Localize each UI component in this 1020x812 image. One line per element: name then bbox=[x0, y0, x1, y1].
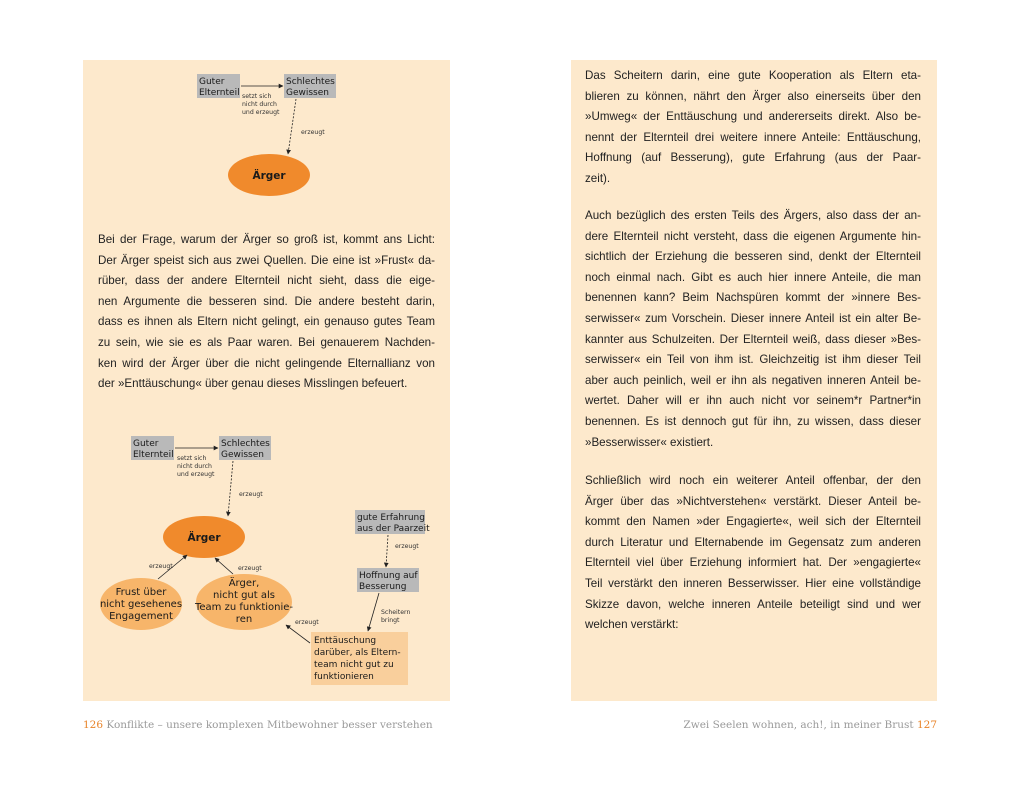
text-line: Schließlich wird noch ein weiterer Anteil offenbar, der den bbox=[585, 474, 921, 487]
box-guter-line2: Elternteil bbox=[199, 88, 240, 98]
left-footer bbox=[83, 719, 433, 731]
text-line: Elternteil viel über Erziehung informiert hat. Der »engagierte« bbox=[585, 556, 921, 570]
text-line: blieren zu können, nährt den Ärger also einerseits über den bbox=[585, 89, 921, 103]
text-line: nen Argumente die besseren sind. Die andere besteht darin, bbox=[98, 294, 435, 308]
text-line: Auch bezüglich des ersten Teils des Ärgers, also dass der an- bbox=[585, 209, 921, 222]
left-page-number: 126 bbox=[83, 719, 104, 731]
text-line: zeit). bbox=[585, 171, 611, 185]
text-line: »Umweg« der Enttäuschung und andererseits direkt. Also be- bbox=[585, 110, 921, 124]
box-schlechtes2-line2: Gewissen bbox=[221, 450, 264, 460]
text-line: ken wird der Ärger über die nicht gelingende Elternallianz von bbox=[98, 356, 435, 370]
box-schlechtes2-line1: Schlechtes bbox=[221, 439, 270, 449]
label-setzt2-line1: setzt sich bbox=[177, 455, 207, 462]
text-line: noch einmal nach. Gibt es auch hier innere Anteile, die man bbox=[585, 270, 921, 284]
gute-erfahrung-line2: aus der Paarzeit bbox=[357, 524, 430, 534]
text-line: wertet. Daher will er ihn auch nicht vor seinem*r Partner*in bbox=[585, 394, 921, 408]
team-line1: Ärger, bbox=[228, 578, 260, 589]
right-footer bbox=[683, 719, 937, 731]
box-guter-line1: Guter bbox=[199, 77, 225, 87]
right-page bbox=[571, 60, 937, 701]
label-setzt-line1: setzt sich bbox=[242, 93, 272, 100]
text-line: Bei der Frage, warum der Ärger so groß ist, kommt ans Licht: bbox=[98, 233, 435, 246]
box-schlechtes-line2: Gewissen bbox=[286, 88, 329, 98]
arrow-enttaeuschung-to-team bbox=[286, 625, 310, 643]
enttaeuschung-line3: team nicht gut zu bbox=[314, 660, 394, 670]
label-setzt-line2: nicht durch bbox=[242, 101, 277, 108]
text-line: Hoffnung (auf Besserung), gute Erfahrung (aus der Paar- bbox=[585, 151, 921, 165]
label-erzeugt-left: erzeugt bbox=[149, 563, 173, 570]
label-erzeugt-mid: erzeugt bbox=[238, 565, 262, 572]
label-setzt2-line2: nicht durch bbox=[177, 463, 212, 470]
text-line: dass es ihnen als Eltern nicht gelingt, ein genauso gutes Team bbox=[98, 315, 435, 329]
label-erzeugt: erzeugt bbox=[301, 129, 325, 136]
box-guter2-line1: Guter bbox=[133, 439, 159, 449]
large-diagram bbox=[83, 60, 450, 701]
aerger-label: Ärger bbox=[252, 170, 286, 182]
gute-erfahrung-line1: gute Erfahrung bbox=[357, 513, 425, 523]
text-line: serwisser« ein Teil von ihm ist. Gleichzeitig ist ihm dieser Teil bbox=[585, 353, 921, 367]
box-guter2-line2: Elternteil bbox=[133, 450, 174, 460]
text-line: Das Scheitern darin, eine gute Kooperation als Eltern eta- bbox=[585, 69, 921, 82]
team-line2: nicht gut als bbox=[213, 590, 275, 601]
frust-line2: nicht gesehenes bbox=[99, 599, 183, 610]
label-setzt-line3: und erzeugt bbox=[242, 109, 280, 116]
text-line: der »Enttäuschung« über genau dieses Misslingen befeuert. bbox=[98, 377, 408, 391]
label-setzt2-line3: und erzeugt bbox=[177, 471, 215, 478]
left-page bbox=[83, 60, 450, 701]
label-erzeugt-right: erzeugt bbox=[395, 543, 419, 550]
frust-line3: Engagement bbox=[109, 611, 173, 622]
text-line: zu sein, wie sie es als Paar waren. Bei genauerem Nachden- bbox=[98, 335, 435, 349]
text-line: aber auch peinlich, weil er ihn als negativen inneren Anteil be- bbox=[585, 373, 921, 387]
label-erzeugt-top: erzeugt bbox=[239, 491, 263, 498]
label-scheitern-line2: bringt bbox=[381, 617, 400, 624]
text-line: kannter aus Schulzeiten. Der Elternteil weiß, dass dieser »Bes- bbox=[585, 332, 921, 346]
label-erzeugt-bottom: erzeugt bbox=[295, 619, 319, 626]
text-line: durch Literatur und Elternabende im Gegensatz zum anderen bbox=[585, 535, 921, 549]
text-line: Der Ärger speist sich aus zwei Quellen. Die eine ist »Frust« da- bbox=[98, 253, 435, 267]
hoffnung-line1: Hoffnung auf bbox=[359, 571, 418, 581]
enttaeuschung-line4: funktionieren bbox=[314, 672, 374, 682]
team-line4: ren bbox=[235, 614, 253, 625]
enttaeuschung-line1: Enttäuschung bbox=[314, 636, 377, 646]
box-schlechtes-line1: Schlechtes bbox=[286, 77, 335, 87]
arrow-erfahrung-to-hoffnung bbox=[386, 535, 388, 567]
text-line: Ärger über das »Nichtverstehen« verstärkt. Dieser Anteil be- bbox=[585, 494, 921, 508]
text-line: benennen. Es ist dennoch gut für ihn, zu wissen, dass dieser bbox=[585, 414, 921, 428]
text-line: Skizze davon, welche inneren Anteile beteiligt sind und wer bbox=[585, 597, 921, 611]
text-line: welchen verstärkt: bbox=[585, 618, 679, 632]
text-line: dere Elternteil nicht versteht, dass die eigenen Argumente hin- bbox=[585, 229, 921, 243]
right-page-number: 127 bbox=[916, 719, 937, 731]
text-line: kommt den Namen »der Engagierte«, weil sich der Elternteil bbox=[585, 515, 921, 529]
label-scheitern-line1: Scheitern bbox=[381, 609, 411, 616]
text-line: nennt der Elternteil drei weitere innere Anteile: Enttäuschung, bbox=[585, 130, 921, 144]
aerger2-label: Ärger bbox=[187, 532, 221, 544]
right-paragraph-3 bbox=[585, 471, 921, 636]
text-line: sichtlich der Erziehung die besseren sind, denkt der Elternteil bbox=[585, 250, 921, 264]
text-line: serwisser« zum Vorschein. Dieser innere Anteil ist ein alter Be- bbox=[585, 311, 921, 325]
hoffnung-line2: Besserung bbox=[359, 582, 407, 592]
frust-line1: Frust über bbox=[115, 587, 167, 598]
arrow-gewissen2-to-aerger2 bbox=[228, 461, 233, 516]
right-running-title: Zwei Seelen wohnen, ach!, in meiner Brust bbox=[683, 719, 914, 731]
text-line: rüber, dass der andere Elternteil nicht sieht, dass die eige- bbox=[98, 274, 435, 288]
team-line3: Team zu funktionie- bbox=[194, 602, 294, 613]
arrow-hoffnung-to-enttaeuschung bbox=[368, 593, 379, 631]
right-paragraph-1 bbox=[585, 66, 921, 190]
text-line: »Besserwisser« existiert. bbox=[585, 435, 714, 449]
right-paragraph-2 bbox=[585, 206, 921, 453]
arrow-team-to-aerger bbox=[215, 558, 233, 574]
enttaeuschung-line2: darüber, als Eltern- bbox=[314, 648, 401, 658]
left-running-title: Konflikte – unsere komplexen Mitbewohner besser verstehen bbox=[106, 719, 433, 731]
text-line: benennen kann? Beim Nachspüren kommt der »innere Bes- bbox=[585, 291, 921, 305]
text-line: Teil verstärkt den inneren Besserwisser. Hier eine vollständige bbox=[585, 576, 921, 590]
